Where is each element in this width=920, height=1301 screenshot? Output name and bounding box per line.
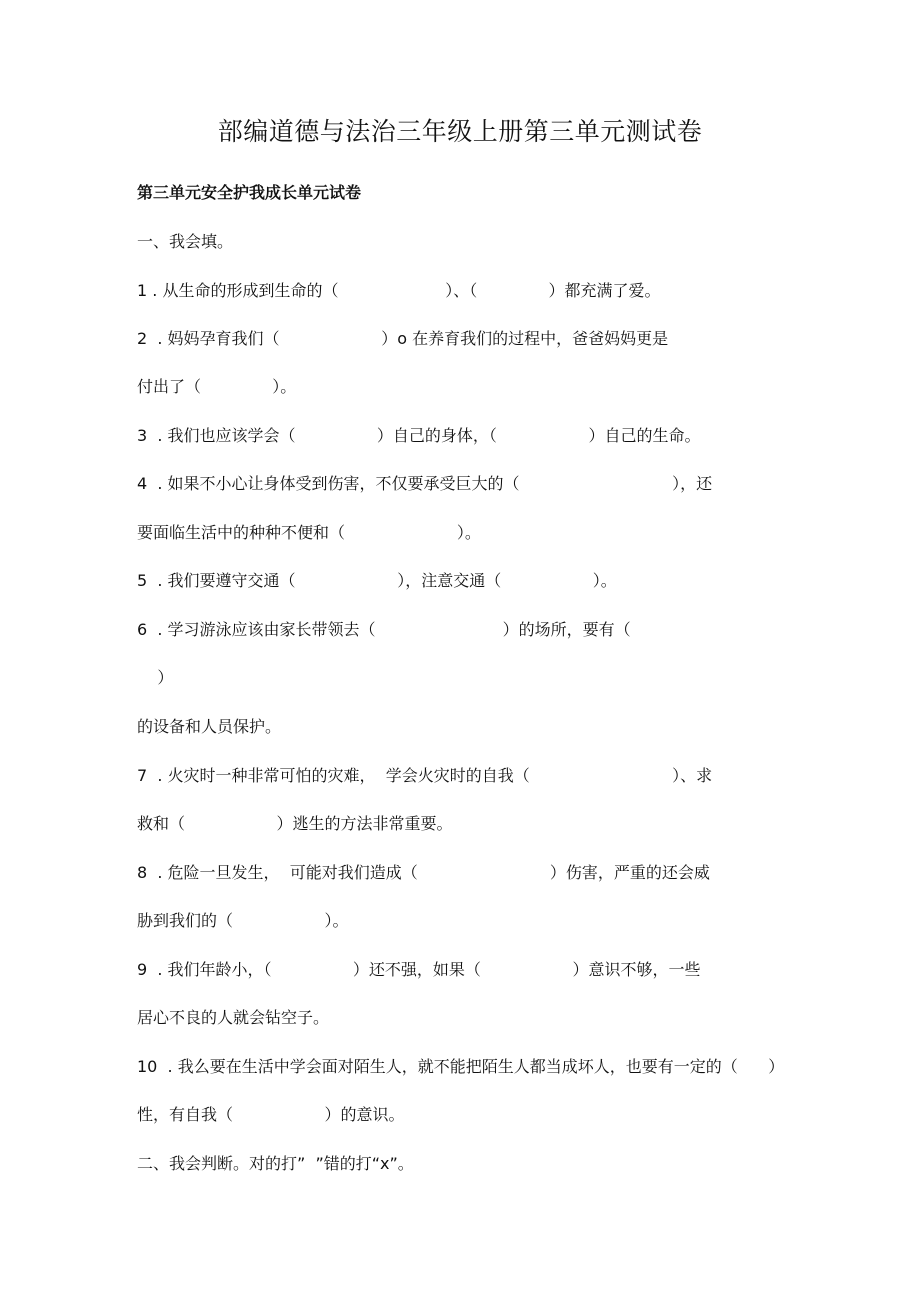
question-line: 付出了（ ）。 — [137, 377, 297, 396]
question-line: 8 . 危险一旦发生， 可能对我们造成（ ）伤害，严重的还会威 — [137, 863, 710, 882]
section-heading-judge: 二、我会判断。对的打” ”错的打“x”。 — [137, 1154, 414, 1173]
question-line: 胁到我们的（ ）。 — [137, 911, 349, 930]
question-line: 救和（ ）逃生的方法非常重要。 — [137, 814, 453, 833]
question-line: 9 . 我们年龄小，（ ）还不强，如果（ ）意识不够，一些 — [137, 960, 701, 979]
document-subtitle: 第三单元安全护我成长单元试卷 — [137, 183, 362, 202]
question-line: 的设备和人员保护。 — [137, 717, 282, 736]
question-line: 1 . 从生命的形成到生命的（ ）、（ ）都充满了爱。 — [137, 281, 661, 300]
question-line: 4 . 如果不小心让身体受到伤害，不仅要承受巨大的（ ），还 — [137, 474, 713, 493]
question-line: 2 . 妈妈孕育我们（ ）o 在养育我们的过程中，爸爸妈妈更是 — [137, 329, 669, 348]
question-line: ） — [137, 668, 174, 687]
question-line: 要面临生活中的种种不便和（ ）。 — [137, 523, 481, 542]
question-line: 5 . 我们要遵守交通（ ），注意交通（ ）。 — [137, 571, 617, 590]
question-line: 3 . 我们也应该学会（ ）自己的身体，（ ）自己的生命。 — [137, 426, 701, 445]
question-line: 10 . 我么要在生活中学会面对陌生人，就不能把陌生人都当成坏人，也要有一定的（ ） — [137, 1057, 785, 1076]
question-line: 7 . 火灾时一种非常可怕的灾难， 学会火灾时的自我（ ）、求 — [137, 766, 713, 785]
question-line: 6 . 学习游泳应该由家长带领去（ ）的场所，要有（ — [137, 620, 631, 639]
question-line: 性，有自我（ ）的意识。 — [137, 1105, 405, 1124]
section-heading-fill: 一、我会填。 — [137, 232, 234, 251]
question-line: 居心不良的人就会钻空子。 — [137, 1008, 330, 1027]
document-title: 部编道德与法治三年级上册第三单元测试卷 — [217, 117, 703, 146]
